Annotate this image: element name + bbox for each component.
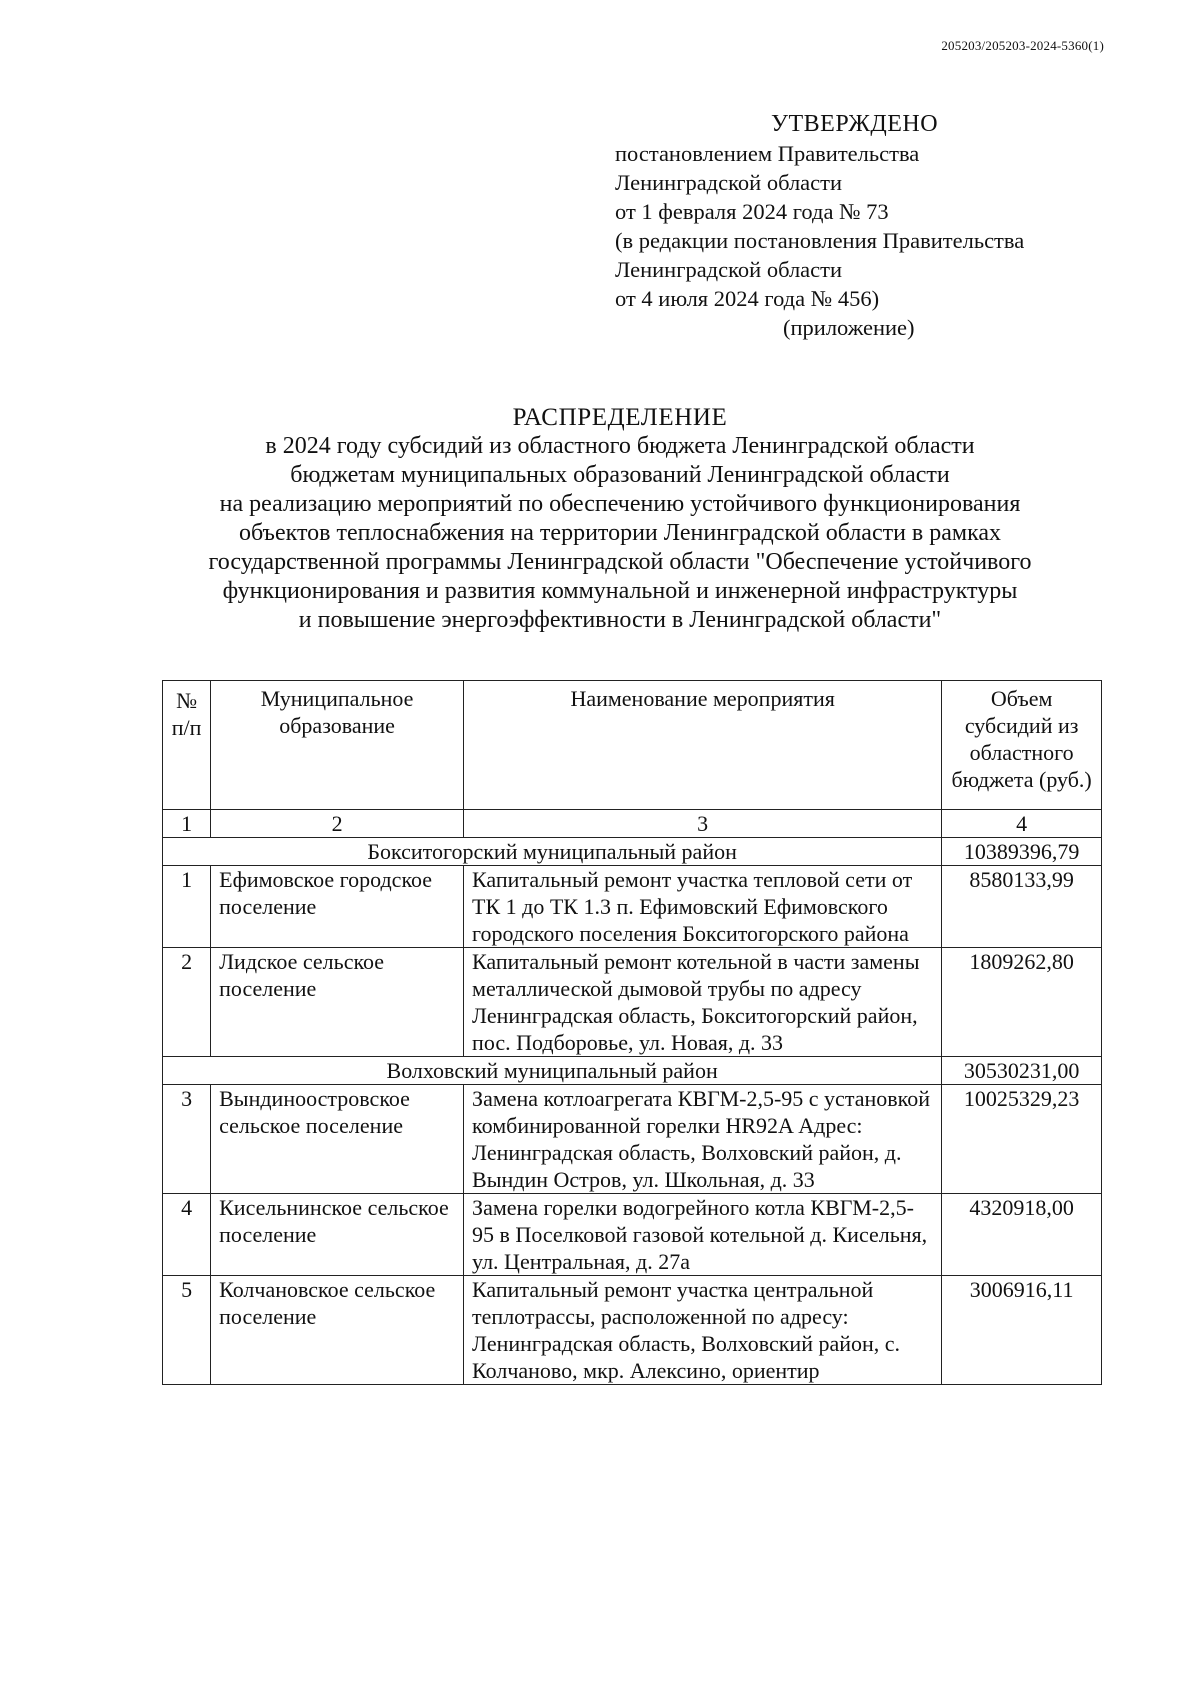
table-row — [163, 948, 1102, 1057]
row-num: 4 — [163, 1194, 211, 1276]
index-row — [163, 810, 1102, 838]
row-num: 5 — [163, 1276, 211, 1385]
row-amount: 4320918,00 — [942, 1194, 1102, 1276]
table-row — [163, 866, 1102, 948]
approval-line: Ленинградской области — [615, 257, 843, 282]
row-municipality: Вындиноостровское сельское поселение — [211, 1085, 464, 1194]
index-cell: 3 — [464, 810, 942, 838]
heading-line: государственной программы Ленинградской области "Обеспечение устойчивого — [208, 549, 1032, 575]
distribution-table — [162, 680, 1102, 1385]
row-activity: Замена горелки водогрейного котла КВГМ-2,5-95 в Поселковой газовой котельной д. Кисельня, ул. Центральная, д. 27а — [464, 1194, 942, 1276]
heading-line: и повышение энергоэффективности в Ленинградской области" — [298, 607, 942, 633]
approval-line: постановлением Правительства — [615, 141, 920, 166]
row-amount: 10025329,23 — [942, 1085, 1102, 1194]
approval-block — [615, 110, 1024, 342]
header-num-text: № п/п — [171, 688, 202, 740]
index-cell: 1 — [163, 810, 211, 838]
row-municipality: Ефимовское городское поселение — [211, 866, 464, 948]
document-code: 205203/205203-2024-5360(1) — [941, 38, 1104, 53]
heading-line: в 2024 году субсидий из областного бюджета Ленинградской области — [265, 433, 975, 459]
index-cell: 2 — [211, 810, 464, 838]
row-municipality: Кисельнинское сельское поселение — [211, 1194, 464, 1276]
row-municipality: Лидское сельское поселение — [211, 948, 464, 1057]
row-amount: 3006916,11 — [942, 1276, 1102, 1385]
row-amount: 1809262,80 — [942, 948, 1102, 1057]
heading-line: на реализацию мероприятий по обеспечению устойчивого функционирования — [219, 491, 1021, 517]
row-activity: Капитальный ремонт участка центральной теплотрассы, расположенной по адресу: Ленинградская область, Волховский район, с. Колчаново, мкр. Алексино, ориентир — [464, 1276, 942, 1385]
approval-line: Ленинградской области — [615, 170, 843, 195]
heading-title: РАСПРЕДЕЛЕНИЕ — [512, 404, 728, 431]
header-municipality-text: Муниципальное образование — [260, 686, 414, 738]
row-amount: 8580133,99 — [942, 866, 1102, 948]
header-amount — [942, 681, 1102, 810]
row-activity: Замена котлоагрегата КВГМ-2,5-95 с установкой комбинированной горелки HR92A Адрес: Ленинградская область, Волховский район, д. Вындин Остров, ул. Школьная, д. 33 — [464, 1085, 942, 1194]
row-num: 1 — [163, 866, 211, 948]
header-num — [163, 681, 211, 810]
approval-appendix: (приложение) — [783, 315, 915, 340]
row-municipality: Колчановское сельское поселение — [211, 1276, 464, 1385]
header-activity-text: Наименование мероприятия — [570, 686, 835, 711]
heading-line: функционирования и развития коммунальной и инженерной инфраструктуры — [222, 578, 1018, 604]
table-row — [163, 1276, 1102, 1385]
row-num: 3 — [163, 1085, 211, 1194]
heading-line: объектов теплоснабжения на территории Ленинградской области в рамках — [238, 520, 1002, 546]
district-row — [163, 838, 1102, 866]
approval-line: (в редакции постановления Правительства — [615, 228, 1025, 253]
row-num: 2 — [163, 948, 211, 1057]
document-heading — [140, 403, 1100, 635]
approval-title: УТВЕРЖДЕНО — [771, 111, 939, 137]
heading-line: бюджетам муниципальных образований Ленинградской области — [290, 462, 950, 488]
header-activity — [464, 681, 942, 810]
table-row — [163, 1085, 1102, 1194]
index-cell: 4 — [942, 810, 1102, 838]
table-row — [163, 1194, 1102, 1276]
district-total: 30530231,00 — [942, 1057, 1102, 1085]
table-header-row — [163, 681, 1102, 810]
header-amount-text: Объем субсидий из областного бюджета (руб.) — [951, 686, 1092, 792]
district-row — [163, 1057, 1102, 1085]
row-activity: Капитальный ремонт участка тепловой сети от ТК 1 до ТК 1.3 п. Ефимовский Ефимовского городского поселения Бокситогорского района — [464, 866, 942, 948]
district-name: Волховский муниципальный район — [163, 1057, 942, 1085]
row-activity: Капитальный ремонт котельной в части замены металлической дымовой трубы по адресу Ленинградская область, Бокситогорский район, пос. Подборовье, ул. Новая, д. 33 — [464, 948, 942, 1057]
district-total: 10389396,79 — [942, 838, 1102, 866]
header-municipality — [211, 681, 464, 810]
district-name: Бокситогорский муниципальный район — [163, 838, 942, 866]
approval-line: от 1 февраля 2024 года № 73 — [615, 199, 889, 224]
approval-line: от 4 июля 2024 года № 456) — [615, 286, 880, 311]
